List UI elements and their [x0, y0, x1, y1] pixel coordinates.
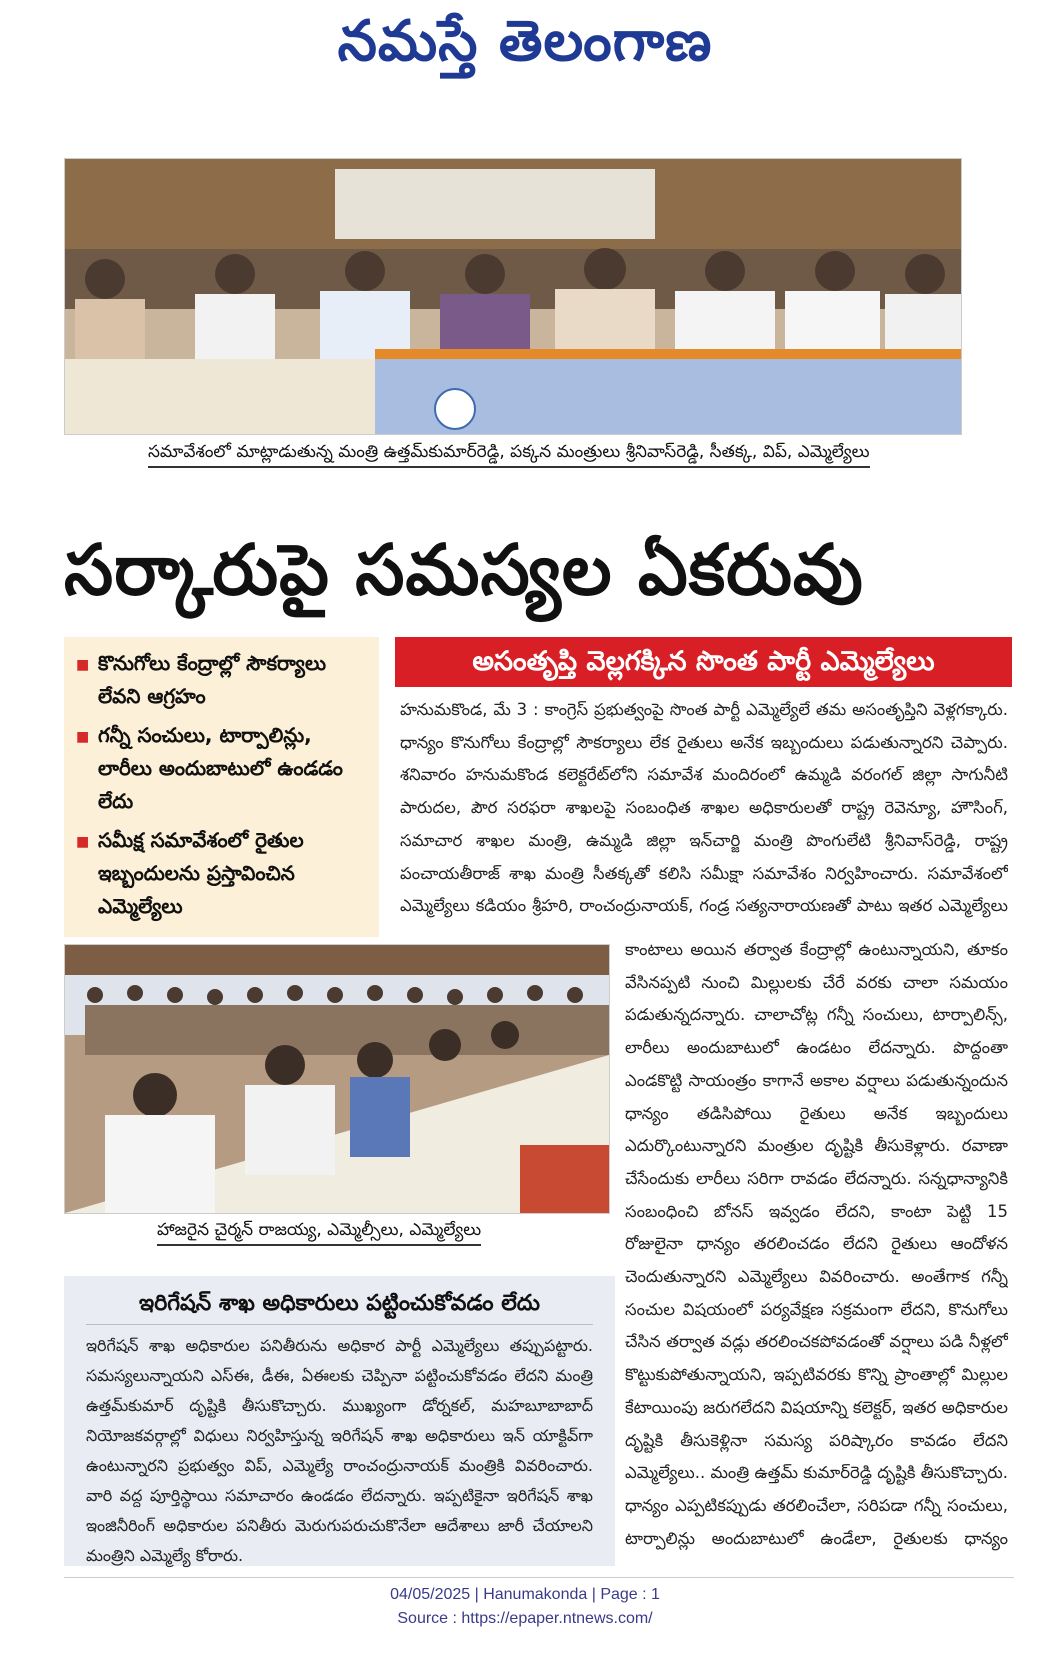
highlights-box	[64, 637, 379, 937]
square-bullet-icon: ■	[76, 657, 90, 673]
masthead-logo: నమస్తే తెలంగాణ	[337, 8, 713, 74]
headline: సర్కారుపై సమస్యల ఏకరువు	[64, 529, 864, 611]
sidebar-box-title: ఇరిగేషన్ శాఖ అధికారులు పట్టించుకోవడం లేదు	[86, 1284, 593, 1325]
square-bullet-icon: ■	[76, 729, 90, 745]
irrigation-sidebar-box	[64, 1276, 615, 1566]
sidebar-box-text: ఇరిగేషన్ శాఖ అధికారుల పనితీరును అధికార పార్టీ ఎమ్మెల్యేలు తప్పుపట్టారు. సమస్యలున్నాయని ఎస్ఈ, డీఈ, ఏఈలకు చెప్పినా పట్టించుకోవడం లేదని మంత్రి ఉత్తమ్‌కుమార్ దృష్టికి తీసుకొచ్చారు. ముఖ్యంగా డోర్నకల్, మహబూబాబాద్ నియోజకవర్గాల్లో విధులు నిర్వహిస్తున్న ఇరిగేషన్ శాఖ అధికారులు ఇన్ యాక్టివ్‌గా ఉంటున్నారని ప్రభుత్వం విప్, ఎమ్మెల్యే రాంచంద్రునాయక్ మంత్రికి వివరించారు. వారి వద్ద పూర్తిస్థాయి సమాచారం ఉండడం లేదన్నారు. ఇప్పటికైనా ఇరిగేషన్ శాఖ ఇంజినీరింగ్ అధికారుల పనితీరు మెరుగుపరుచుకొనేలా ఆదేశాలు జారీ చేయాలని మంత్రిని ఎమ్మెల్యే కోరారు.	[86, 1336, 593, 1565]
footer-divider	[64, 1577, 1014, 1578]
highlight-item: ■ కొనుగోలు కేంద్రాల్లో సౌకర్యాలు లేవని ఆగ్రహం	[76, 647, 367, 713]
footer-date-page: 04/05/2025 | Hanumakonda | Page : 1	[390, 1586, 660, 1603]
highlight-item: ■ సమీక్ష సమావేశంలో రైతుల ఇబ్బందులను ప్రస్తావించిన ఎమ్మెల్యేలు	[76, 824, 367, 923]
article-text-top: హనుమకొండ, మే 3 : కాంగ్రెస్ ప్రభుత్వంపై సొంత పార్టీ ఎమ్మెల్యేలే తమ అసంతృప్తిని వెళ్లగక్కారు. ధాన్యం కొనుగోలు కేంద్రాల్లో సౌకర్యాలు లేక రైతులు అనేక ఇబ్బందులు పడుతున్నారని చెప్పారు. శనివారం హనుమకొండ కలెక్టరేట్‌లోని సమావేశ మందిరంలో ఉమ్మడి వరంగల్ జిల్లా సాగునీటి పారుదల, పౌర సరఫరా శాఖలపై సంబంధిత శాఖల అధికారులతో రాష్ట్ర రెవెన్యూ, హౌసింగ్, సమాచార శాఖల మంత్రి, ఉమ్మడి జిల్లా ఇన్‌చార్జి మంత్రి పొంగులేటి శ్రీనివాస్‌రెడ్డి, రాష్ట్ర పంచాయతీరాజ్ శాఖ మంత్రి సీతక్కతో కలిసి సమీక్షా సమావేశం నిర్వహించారు. సమావేశంలో ఎమ్మెల్యేలు కడియం శ్రీహరి, రాంచంద్రునాయక్, గండ్ర సత్యనారాయణతో పాటు ఇతర ఎమ్మెల్యేలు	[400, 700, 1008, 916]
subheadline-banner: అసంతృప్తి వెల్లగక్కిన సొంత పార్టీ ఎమ్మెల్యేలు	[395, 637, 1012, 687]
highlight-item: ■ గన్నీ సంచులు, టార్పాలిన్లు, లారీలు అందుబాటులో ఉండడం లేదు	[76, 719, 367, 818]
footer-source: Source : https://epaper.ntnews.com/	[397, 1610, 653, 1627]
photo-caption-top: సమావేశంలో మాట్లాడుతున్న మంత్రి ఉత్తమ్‌కుమార్‌రెడ్డి, పక్కన మంత్రులు శ్రీనివాస్‌రెడ్డి, సీతక్క, విప్, ఎమ్మెల్యేలు	[148, 440, 870, 468]
meeting-photo	[64, 158, 962, 435]
article-text-column: కాంటాలు అయిన తర్వాత కేంద్రాల్లో ఉంటున్నాయని, తూకం వేసినప్పటి నుంచి మిల్లులకు చేరే వరకు చాలా సమయం పడుతున్నదన్నారు. చాలాచోట్ల గన్నీ సంచులు, టార్పాలిన్స్, లారీలు అందుబాటులో ఉండటం లేదన్నారు. పొద్దంతా ఎండకొట్టి సాయంత్రం కాగానే అకాల వర్షాలు పడుతున్నందున ధాన్యం తడిసిపోయి రైతులు అనేక ఇబ్బందులు ఎదుర్కొంటున్నారని మంత్రుల దృష్టికి తీసుకెళ్లారు. రవాణా చేసేందుకు లారీలు సరిగా రావడం లేదన్నారు. సన్నధాన్యానికి సంబంధించి బోనస్ ఇవ్వడం లేదని, కాంటా పెట్టి 15 రోజులైనా ధాన్యం తరలించడం లేదని రైతులు ఆందోళన చెందుతున్నారని ఎమ్మెల్యేలు వివరించారు. అంతేగాక గన్నీ సంచుల విషయంలో పర్యవేక్షణ సక్రమంగా లేదని, కొనుగోలు చేసిన తర్వాత వడ్లు తరలించకపోవడంతో వర్షాలు పడి నీళ్లలో కొట్టుకుపోతున్నాయని, ఇప్పటివరకు కొన్ని ప్రాంతాల్లో మిల్లుల కేటాయింపు జరుగలేదని విషయాన్ని కలెక్టర్, ఇతర అధికారుల దృష్టికి తీసుకెళ్లినా సమస్య పరిష్కారం కావడం లేదని ఎమ్మెల్యేలు.. మంత్రి ఉత్తమ్ కుమార్‌రెడ్డి దృష్టికి తీసుకొచ్చారు. ధాన్యం ఎప్పటికప్పుడు తరలించేలా, సరిపడా గన్నీ సంచులు, టార్పాలిన్లు అందుబాటులో ఉండేలా, రైతులకు ధాన్యం	[625, 940, 1008, 1548]
attendees-photo	[64, 944, 610, 1214]
photo-caption-bottom: హాజరైన చైర్మన్ రాజయ్య, ఎమ్మెల్సీలు, ఎమ్మెల్యేలు	[157, 1218, 481, 1246]
square-bullet-icon: ■	[76, 834, 90, 850]
